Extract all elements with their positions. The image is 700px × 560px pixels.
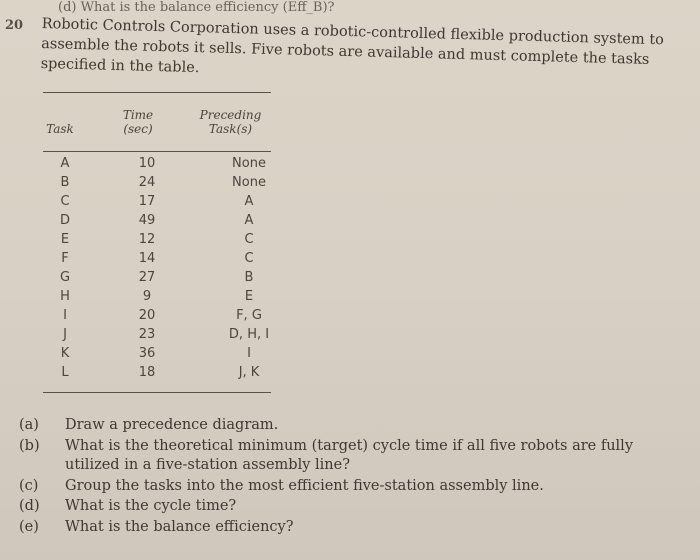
time-cell: 23: [138, 327, 156, 342]
preceding-cell: None: [232, 156, 266, 171]
task-cell: D: [59, 213, 70, 228]
task-cell: J: [63, 327, 67, 342]
task-header: Task: [46, 122, 74, 136]
table-row: [43, 175, 273, 194]
time-cell: 18: [138, 365, 156, 380]
table-row: [43, 365, 273, 384]
preceding-cell: D, H, I: [228, 327, 270, 342]
time-cell: 17: [138, 194, 156, 209]
time-header: [113, 108, 163, 136]
question-e: [19, 518, 687, 538]
table-row: [43, 232, 273, 251]
time-cell: 9: [142, 289, 152, 304]
table-row: [43, 308, 273, 327]
question-d: [19, 497, 687, 517]
time-cell: 24: [138, 175, 156, 190]
task-cell: E: [60, 232, 70, 247]
preceding-header: [188, 108, 273, 136]
task-cell: F: [61, 251, 69, 266]
preceding-cell: E: [244, 289, 254, 304]
task-cell: A: [60, 156, 70, 171]
preceding-cell: A: [244, 194, 254, 209]
table-row: [43, 346, 273, 365]
time-cell: 36: [138, 346, 156, 361]
problem-number: 20: [5, 18, 24, 33]
table-row: [43, 270, 273, 289]
preceding-cell: F, G: [236, 308, 262, 323]
time-cell: 10: [138, 156, 156, 171]
question-text: What is the balance efficiency?: [65, 518, 294, 535]
preceding-header-top: Preceding: [199, 108, 262, 122]
question-b: [19, 437, 687, 476]
task-cell: B: [60, 175, 70, 190]
problem-statement: Robotic Controls Corporation uses a robotic-controlled flexible production system to assemble the robots it sells. Five robots are available and must complete the tasks specified in the table.: [40, 15, 665, 77]
question-list: [19, 416, 687, 538]
question-text: Group the tasks into the most efficient five-station assembly line.: [65, 477, 544, 494]
question-text: What is the theoretical minimum (target) cycle time if all five robots are fully utilized in a five-station assembly line?: [65, 437, 634, 473]
question-c: [19, 477, 687, 497]
preceding-header-bottom: Task(s): [208, 122, 253, 136]
question-a: [19, 416, 687, 436]
time-cell: 49: [138, 213, 156, 228]
question-label: (c): [19, 477, 39, 494]
table-header-rule: [43, 151, 271, 152]
time-header-bottom: (sec): [123, 122, 153, 136]
preceding-cell: I: [247, 346, 251, 361]
task-cell: H: [60, 289, 70, 304]
time-header-top: Time: [122, 108, 154, 122]
time-cell: 27: [138, 270, 156, 285]
question-label: (e): [19, 518, 39, 535]
time-cell: 20: [138, 308, 156, 323]
question-text: What is the cycle time?: [65, 498, 237, 514]
table-row: [43, 194, 273, 213]
preceding-cell: C: [244, 232, 254, 247]
preceding-cell: C: [244, 251, 254, 266]
table-row: [43, 289, 273, 308]
task-cell: K: [60, 346, 70, 361]
question-label: (d): [19, 498, 40, 514]
time-cell: 12: [138, 232, 156, 247]
table-row: [43, 327, 273, 346]
table-row: [43, 251, 273, 270]
previous-question-fragment: (d) What is the balance efficiency (Eff_B)?: [58, 0, 335, 15]
time-cell: 14: [138, 251, 156, 266]
task-cell: G: [59, 270, 71, 285]
table-bottom-rule: [43, 392, 271, 393]
table-top-rule: [43, 92, 271, 93]
preceding-cell: None: [232, 175, 266, 190]
question-label: (b): [19, 437, 40, 454]
question-text: Draw a precedence diagram.: [65, 417, 279, 433]
task-cell: C: [60, 194, 70, 209]
task-cell: I: [63, 308, 67, 323]
preceding-cell: B: [244, 270, 254, 285]
task-table: [43, 92, 273, 402]
question-label: (a): [19, 417, 39, 433]
task-cell: L: [61, 365, 69, 380]
table-row: [43, 213, 273, 232]
preceding-cell: A: [244, 213, 254, 228]
table-row: [43, 156, 273, 175]
preceding-cell: J, K: [238, 365, 260, 380]
